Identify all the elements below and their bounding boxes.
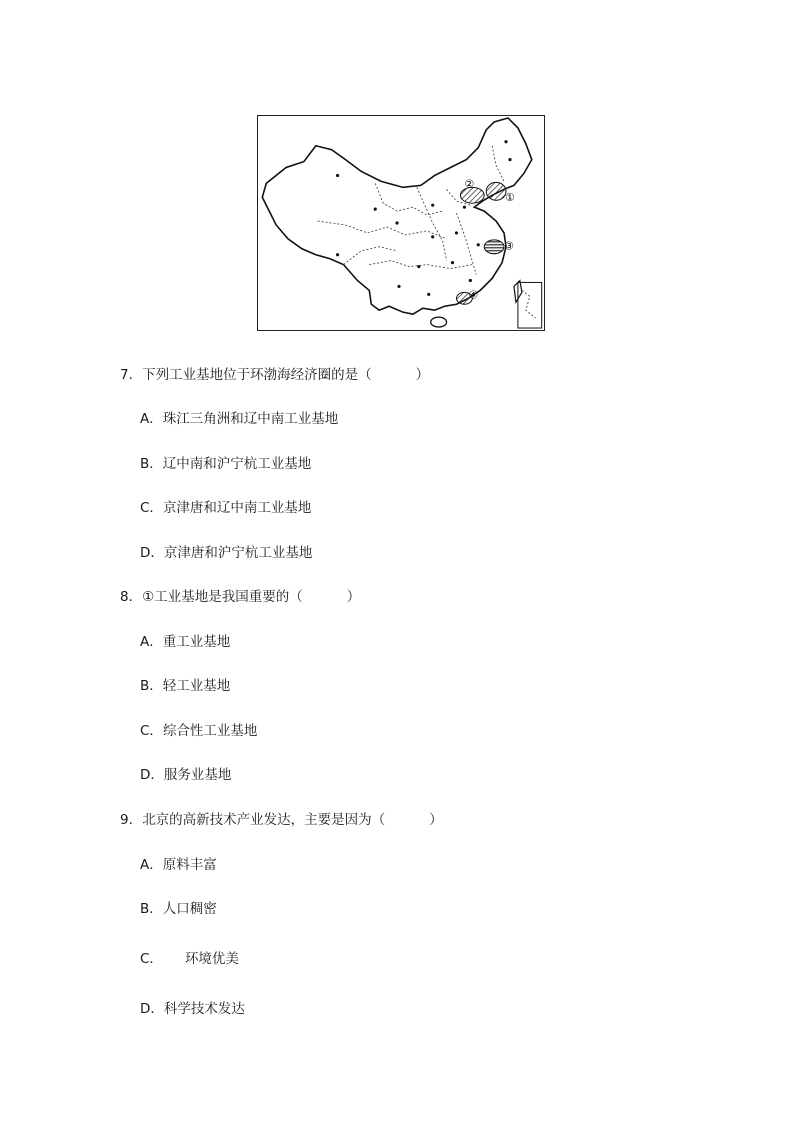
answer-paren-close: ） (415, 367, 430, 383)
question-number: 9． (120, 812, 143, 828)
question-7-stem (120, 366, 429, 384)
answer-paren-close: ） (346, 589, 361, 605)
question-text: ①工业基地是我国重要的（ (142, 589, 303, 605)
question-8-option-a[interactable]: A．重工业基地 (140, 634, 231, 650)
china-map-figure (257, 115, 545, 331)
question-9-option-c[interactable]: C． 环境优美 (140, 951, 239, 967)
marker-3: ③ (504, 239, 514, 253)
country-outline (262, 118, 531, 314)
question-text: 北京的高新技术产业发达，主要是因为（ (142, 812, 386, 828)
answer-paren-close: ） (429, 812, 443, 828)
marker-4: ④ (468, 288, 479, 302)
question-9-option-b[interactable]: B．人口稠密 (140, 901, 217, 917)
hainan-outline (431, 317, 447, 327)
question-7-option-d[interactable]: D．京津唐和沪宁杭工业基地 (140, 545, 313, 561)
marker-1: ① (505, 191, 515, 205)
question-8-option-d[interactable]: D．服务业基地 (140, 767, 232, 783)
china-map (258, 116, 544, 330)
province-boundaries (318, 146, 504, 275)
question-number: 7． (120, 367, 143, 383)
question-9-option-d[interactable]: D．科学技术发达 (140, 1001, 245, 1017)
question-9-stem (120, 811, 443, 829)
region-1-hatch (486, 182, 506, 200)
question-text: 下列工业基地位于环渤海经济圈的是（ (142, 367, 372, 383)
region-3-hatch (484, 240, 504, 254)
question-8-option-b[interactable]: B．轻工业基地 (140, 678, 231, 694)
city-dots (336, 140, 512, 296)
question-8-option-c[interactable]: C．综合性工业基地 (140, 723, 258, 739)
question-number: 8． (120, 589, 143, 605)
question-8-stem (120, 588, 360, 606)
question-9-option-a[interactable]: A．原料丰富 (140, 857, 217, 873)
question-7-option-c[interactable]: C．京津唐和辽中南工业基地 (140, 500, 312, 516)
question-7-option-a[interactable]: A．珠江三角洲和辽中南工业基地 (140, 411, 339, 427)
question-7-option-b[interactable]: B．辽中南和沪宁杭工业基地 (140, 456, 312, 472)
marker-2: ② (464, 177, 475, 191)
